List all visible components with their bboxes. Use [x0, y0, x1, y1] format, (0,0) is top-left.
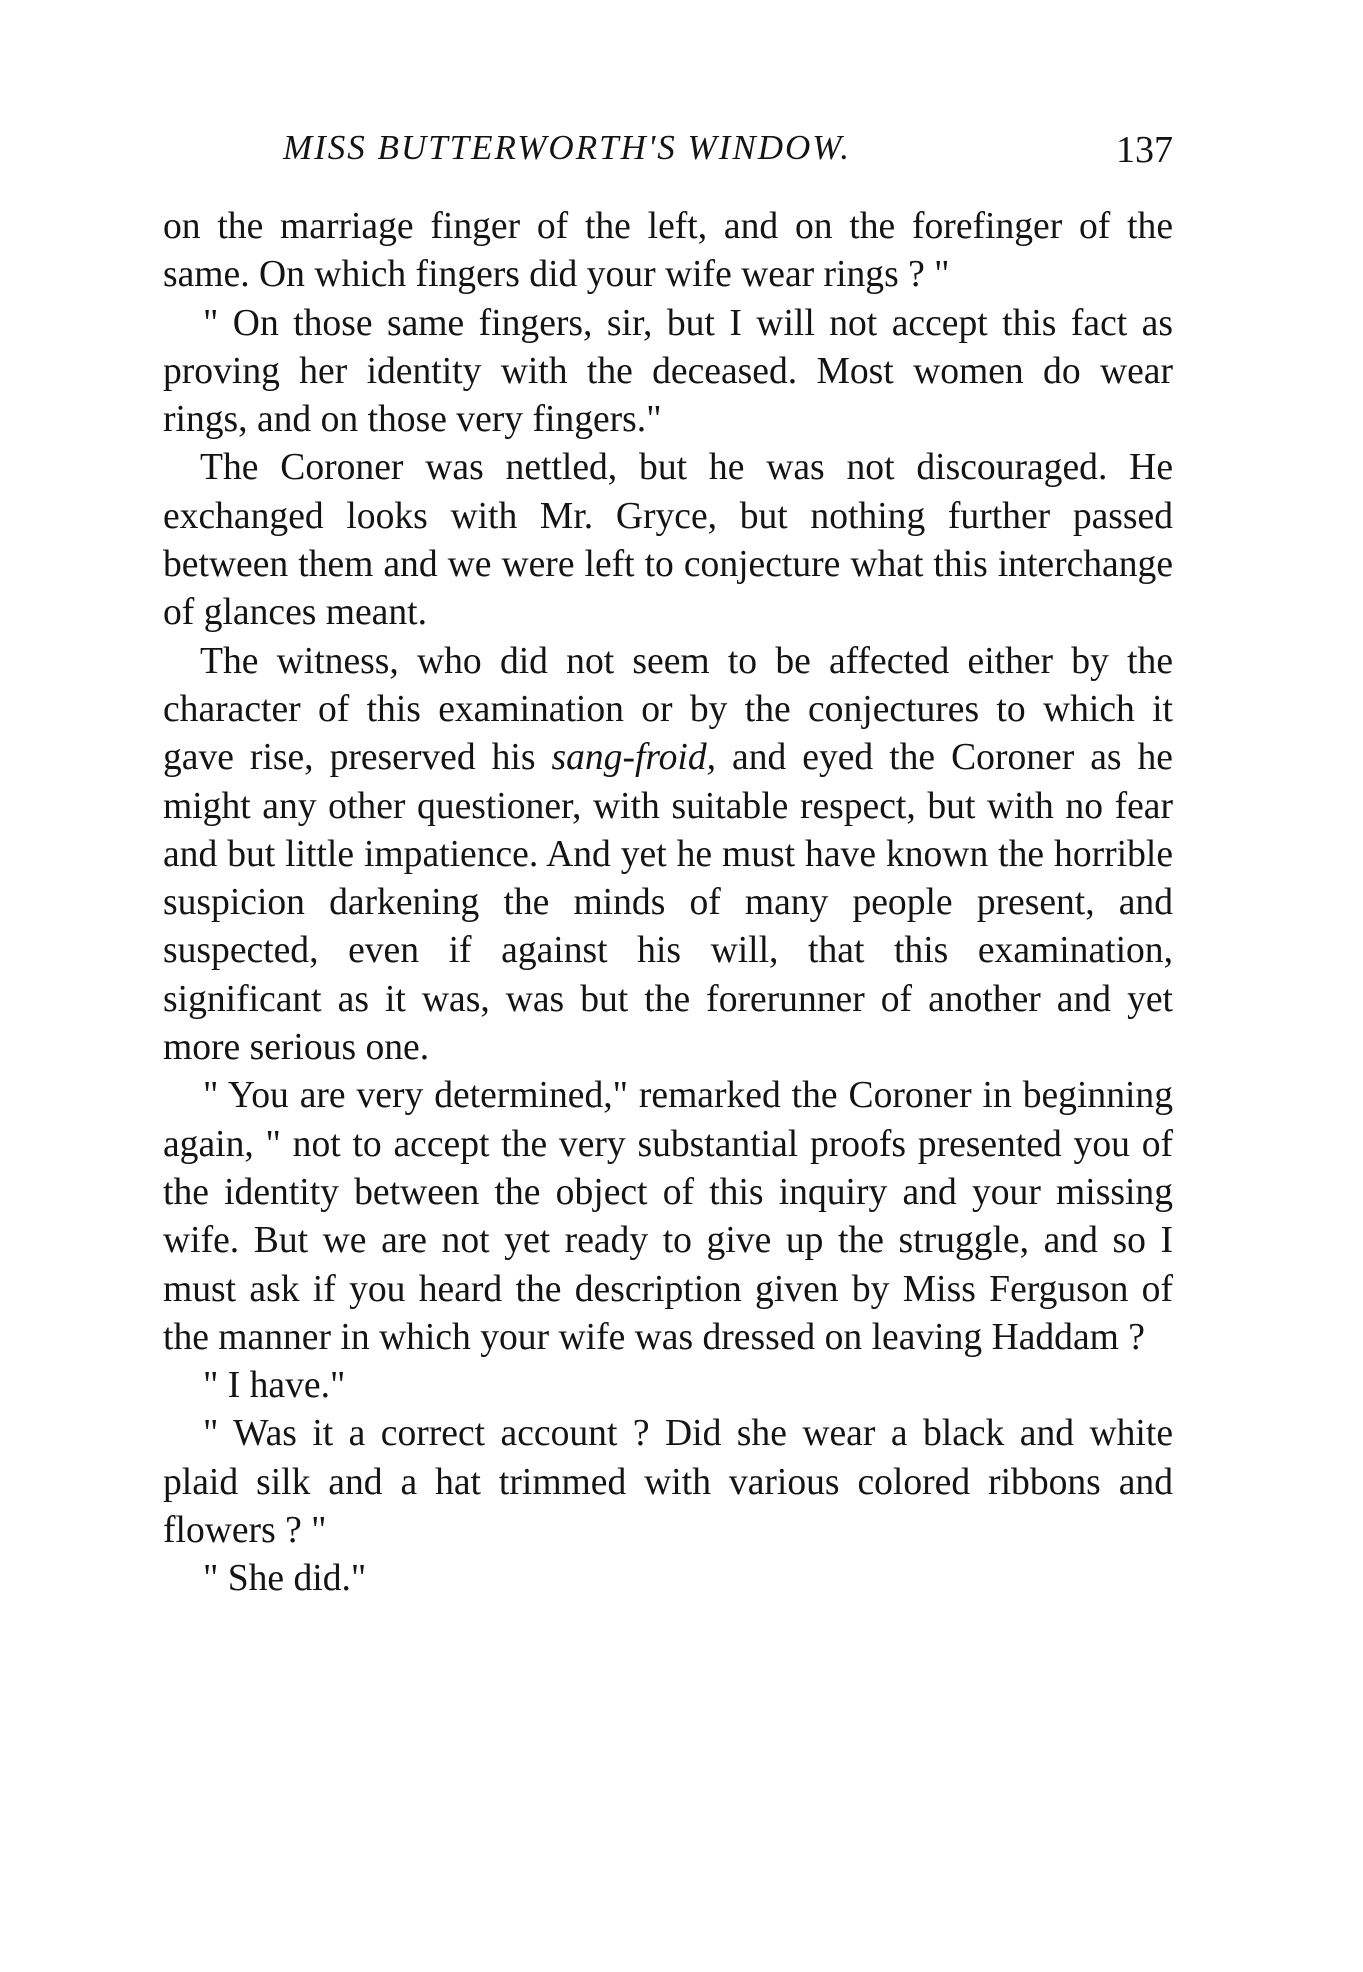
paragraph-witness [163, 638, 1173, 1073]
witness-text-before: The witness, who did not seem to be affected either by the character of this examination or by the conjectures to which it gave rise, preserved his [163, 640, 1173, 779]
page-number: 137 [1116, 129, 1173, 171]
paragraph: " Was it a correct account ? Did she wear a black and white plaid silk and a hat trimmed with various colored ribbons and flowers ? " [163, 1413, 1173, 1552]
book-page [163, 120, 1173, 1920]
italic-term: sang-froid, [551, 737, 717, 779]
paragraph: " She did." [203, 1558, 367, 1600]
paragraph: The Coroner was nettled, but he was not discouraged. He exchanged looks with Mr. Gryce, but nothing further passed between them and we were left to conjecture what this interchange of glances meant. [163, 447, 1173, 634]
paragraph: " On those same fingers, sir, but I will not accept this fact as proving her identity with the deceased. Most women do wear rings, and on those very fingers." [163, 302, 1173, 441]
running-head [163, 120, 1173, 180]
paragraph-continuation: on the marriage finger of the left, and on the forefinger of the same. On which fingers did your wife wear rings ? " [163, 206, 1173, 296]
body-text [163, 203, 1173, 1604]
paragraph: " You are very determined," remarked the Coroner in beginning again, " not to accept the very substantial proofs presented you of the identity between the object of this inquiry and your missing wife. But we are not yet ready to give up the struggle, and so I must ask if you heard the description given by Miss Ferguson of the manner in which your wife was dressed on leaving Haddam ? [163, 1075, 1173, 1358]
paragraph: " I have." [203, 1365, 346, 1407]
witness-text-after: and eyed the Coroner as he might any other questioner, with suitable respect, but with no fear and but little impatience. And yet he must have known the horrible suspicion darkening the minds of many people present, and suspected, even if against his will, that this examination, significant as it was, was but the forerunner of another and yet more serious one. [163, 737, 1173, 1069]
running-title: MISS BUTTERWORTH'S WINDOW. [283, 128, 851, 167]
